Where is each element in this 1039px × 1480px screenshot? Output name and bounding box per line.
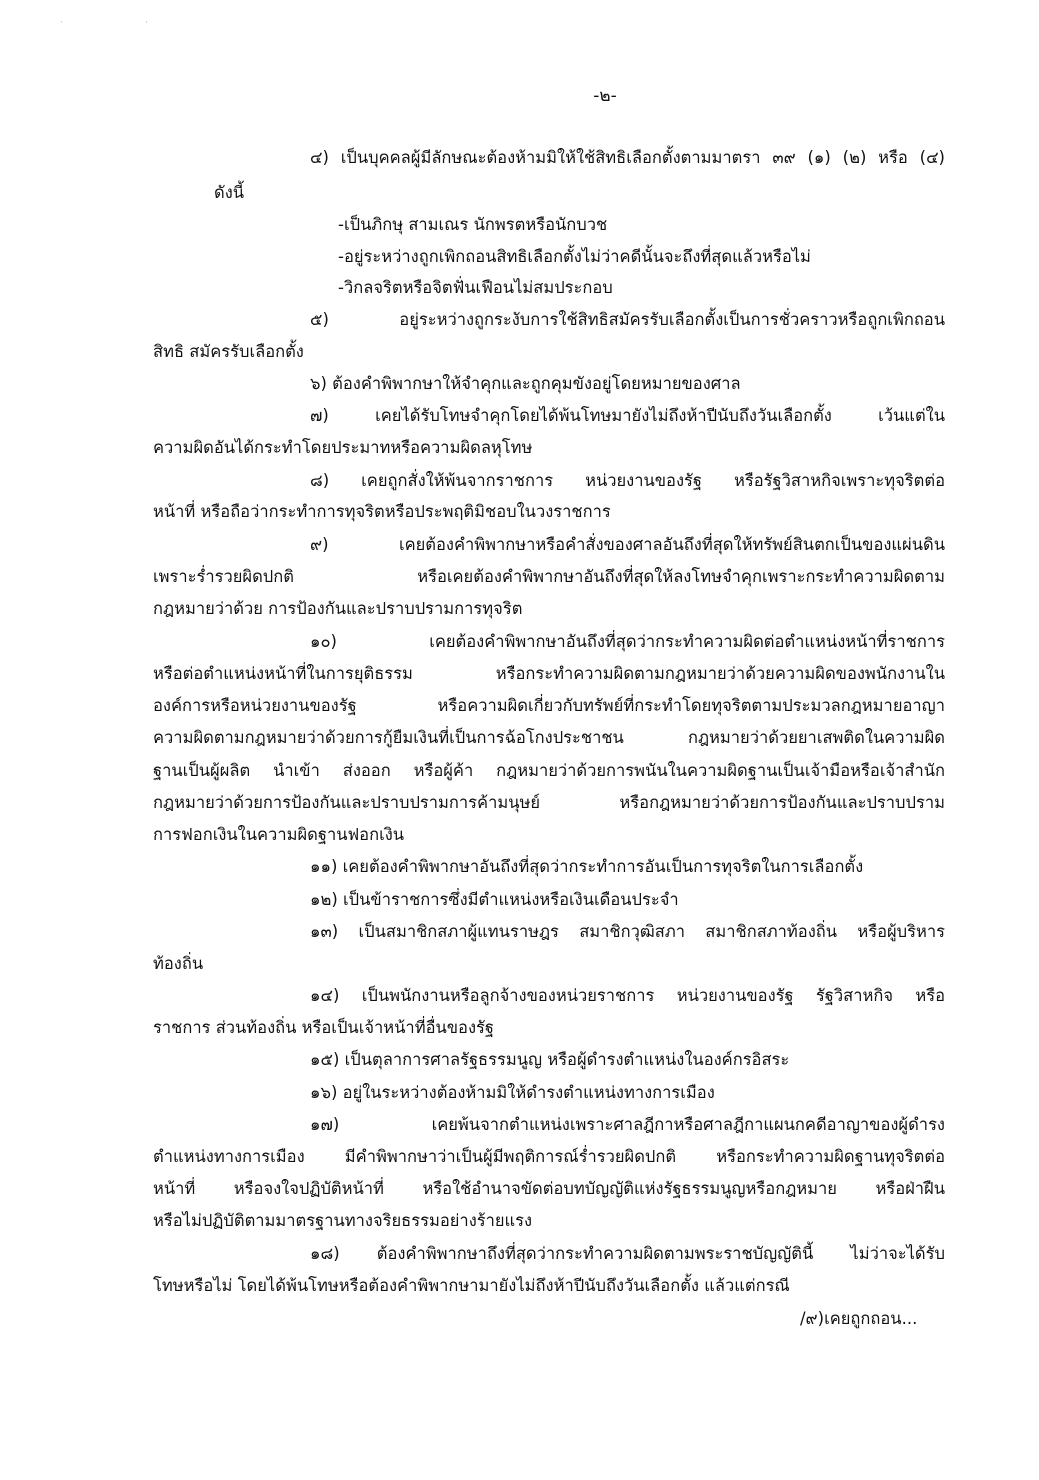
text-line: ๑๕) เป็นตุลาการศาลรัฐธรรมนูญ หรือผู้ดำรงตำแหน่งในองค์กรอิสระ	[310, 1050, 790, 1069]
text-line: องค์การหรือหน่วยงานของรัฐ หรือความผิดเกี่ยวกับทรัพย์ที่กระทำโดยทุจริตตามประมวลกฎหมายอาญา	[153, 696, 945, 715]
text-line: ๔) เป็นบุคคลผู้มีลักษณะต้องห้ามมิให้ใช้สิทธิเลือกตั้งตามมาตรา ๓๙ (๑) (๒) หรือ (๔)	[310, 148, 945, 167]
text-line: ดังนี้	[214, 183, 245, 202]
text-line: ๑๔) เป็นพนักงานหรือลูกจ้างของหน่วยราชการ หน่วยงานของรัฐ รัฐวิสาหกิจ หรือ	[310, 986, 945, 1005]
text-line: ๗) เคยได้รับโทษจำคุกโดยได้พ้นโทษมายังไม่ถึงห้าปีนับถึงวันเลือกตั้ง เว้นแต่ใน	[310, 406, 945, 425]
text-line: ความผิดอันได้กระทำโดยประมาทหรือความผิดลหุโทษ	[153, 438, 533, 457]
text-line: หน้าที่ หรือจงใจปฏิบัติหน้าที่ หรือใช้อำนาจขัดต่อบทบัญญัติแห่งรัฐธรรมนูญหรือกฎหมาย หรือฝ่าฝืน	[153, 1179, 945, 1198]
text-line: หรือต่อตำแหน่งหน้าที่ในการยุติธรรม หรือกระทำความผิดตามกฎหมายว่าด้วยความผิดของพนักงานใน	[153, 664, 945, 683]
continuation-text: /๙)เคยถูกถอน...	[800, 1309, 918, 1328]
text-line: ๕) อยู่ระหว่างถูกระงับการใช้สิทธิสมัครรับเลือกตั้งเป็นการชั่วคราวหรือถูกเพิกถอน	[310, 310, 945, 329]
text-line: ราชการ ส่วนท้องถิ่น หรือเป็นเจ้าหน้าที่อื่นของรัฐ	[153, 1018, 494, 1037]
text-line: ๑๐) เคยต้องคำพิพากษาอันถึงที่สุดว่ากระทำความผิดต่อตำแหน่งหน้าที่ราชการ	[310, 632, 945, 651]
text-line: กฎหมายว่าด้วย การป้องกันและปราบปรามการทุจริต	[153, 599, 523, 618]
text-line: ๑๘) ต้องคำพิพากษาถึงที่สุดว่ากระทำความผิดตามพระราชบัญญัตินี้ ไม่ว่าจะได้รับ	[310, 1244, 945, 1263]
text-line: เพราะร่ำรวยผิดปกติ หรือเคยต้องคำพิพากษาอันถึงที่สุดให้ลงโทษจำคุกเพราะกระทำความผิดตาม	[153, 567, 945, 586]
text-line: หน้าที่ หรือถือว่ากระทำการทุจริตหรือประพฤติมิชอบในวงราชการ	[153, 502, 611, 521]
text-line: ตำแหน่งทางการเมือง มีคำพิพากษาว่าเป็นผู้มีพฤติการณ์ร่ำรวยผิดปกติ หรือกระทำความผิดฐานทุจริตต่อ	[153, 1147, 945, 1166]
text-line: สิทธิ สมัครรับเลือกตั้ง	[153, 342, 304, 361]
text-line: ๑๒) เป็นข้าราชการซึ่งมีตำแหน่งหรือเงินเดือนประจำ	[310, 890, 679, 909]
text-line: ๑๖) อยู่ในระหว่างต้องห้ามมิให้ดำรงตำแหน่งทางการเมือง	[310, 1083, 715, 1102]
text-line: กฎหมายว่าด้วยการป้องกันและปราบปรามการค้ามนุษย์ หรือกฎหมายว่าด้วยการป้องกันและปราบปราม	[153, 793, 945, 812]
text-line: ๘) เคยถูกสั่งให้พ้นจากราชการ หน่วยงานของรัฐ หรือรัฐวิสาหกิจเพราะทุจริตต่อ	[310, 471, 945, 490]
text-line: ๙) เคยต้องคำพิพากษาหรือคำสั่งของศาลอันถึงที่สุดให้ทรัพย์สินตกเป็นของแผ่นดิน	[310, 535, 945, 554]
text-line: หรือไม่ปฏิบัติตามมาตรฐานทางจริยธรรมอย่างร้ายแรง	[153, 1211, 533, 1230]
text-line: ๖) ต้องคำพิพากษาให้จำคุกและถูกคุมขังอยู่โดยหมายของศาล	[310, 374, 741, 393]
text-line: ฐานเป็นผู้ผลิต นำเข้า ส่งออก หรือผู้ค้า กฎหมายว่าด้วยการพนันในความผิดฐานเป็นเจ้ามือหรือเจ้าสำนัก	[153, 761, 945, 780]
text-line: ความผิดตามกฎหมายว่าด้วยการกู้ยืมเงินที่เป็นการฉ้อโกงประชาชน กฎหมายว่าด้วยยาเสพติดในความผิด	[153, 728, 945, 747]
text-line: โทษหรือไม่ โดยได้พ้นโทษหรือต้องคำพิพากษามายังไม่ถึงห้าปีนับถึงวันเลือกตั้ง แล้วแต่กรณี	[153, 1276, 790, 1295]
text-line: ท้องถิ่น	[153, 954, 204, 973]
text-line: -อยู่ระหว่างถูกเพิกถอนสิทธิเลือกตั้งไม่ว่าคดีนั้นจะถึงที่สุดแล้วหรือไม่	[338, 247, 811, 266]
text-line: -เป็นภิกษุ สามเณร นักพรตหรือนักบวช	[338, 215, 608, 234]
text-line: ๑๗) เคยพ้นจากตำแหน่งเพราะศาลฎีกาหรือศาลฎีกาแผนกคดีอาญาของผู้ดำรง	[310, 1115, 945, 1134]
text-line: -วิกลจริตหรือจิตฟั่นเฟือนไม่สมประกอบ	[338, 278, 613, 297]
text-line: ๑๓) เป็นสมาชิกสภาผู้แทนราษฎร สมาชิกวุฒิสภา สมาชิกสภาท้องถิ่น หรือผู้บริหาร	[310, 922, 945, 941]
document-page: · · -๒- ๔) เป็นบุคคลผู้มีลักษณะต้องห้ามมิให้ใช้สิทธิเลือกตั้งตามมาตรา ๓๙ (๑) (๒) หรือ (๔) ดังนี้ -เป็นภิกษุ สามเณร นักพรตหรือนักบวช -อยู่ระหว่างถูกเพิกถอนสิทธิเลือกตั้งไม่ว่าคดีนั้นจะถึงที่สุดแล้วหรือไม่ -วิกลจริตหรือจิตฟั่นเฟือนไม่สมประกอบ ๕) อยู่ระหว่างถูกระงับการใช้สิทธิสมัครรับเลือกตั้งเป็นการชั่วคราวหรือถูกเพิกถอน สิทธิ สมัครรับเลือกตั้ง ๖) ต้องคำพิพากษาให้จำคุกและถูกคุมขังอยู่โดยหมายของศาล ๗) เคยได้รับโทษจำคุกโดยได้พ้นโทษมายังไม่ถึงห้าปีนับถึงวันเลือกตั้ง เว้นแต่ใน ความผิดอันได้กระทำโดยประมาทหรือความผิดลหุโทษ ๘) เคยถูกสั่งให้พ้นจากราชการ หน่วยงานของรัฐ หรือรัฐวิสาหกิจเพราะทุจริตต่อ หน้าที่ หรือถือว่ากระทำการทุจริตหรือประพฤติมิชอบในวงราชการ ๙) เคยต้องคำพิพากษาหรือคำสั่งของศาลอันถึงที่สุดให้ทรัพย์สินตกเป็นของแผ่นดิน เพราะร่ำรวยผิดปกติ หรือเคยต้องคำพิพากษาอันถึงที่สุดให้ลงโทษจำคุกเพราะกระทำความผิดตาม กฎหมายว่าด้วย การป้องกันและปราบปรามการทุจริต ๑๐) เคยต้องคำพิพากษาอันถึงที่สุดว่ากระทำความผิดต่อตำแหน่งหน้าที่ราชการ หรือต่อตำแหน่งหน้าที่ในการยุติธรรม หรือกระทำความผิดตามกฎหมายว่าด้วยความผิดของพนักงานใน องค์การหรือหน่วยงานของรัฐ หรือความผิดเกี่ยวกับทรัพย์ที่กระทำโดยทุจริตตามประมวลกฎหมายอาญา ความผิดตามกฎหมายว่าด้วยการกู้ยืมเงินที่เป็นการฉ้อโกงประชาชน กฎหมายว่าด้วยยาเสพติดในความผิด ฐานเป็นผู้ผลิต นำเข้า ส่งออก หรือผู้ค้า กฎหมายว่าด้วยการพนันในความผิดฐานเป็นเจ้ามือหรือเจ้าสำนัก กฎหมายว่าด้วยการป้องกันและปราบปรามการค้ามนุษย์ หรือกฎหมายว่าด้วยการป้องกันและปราบปราม การฟอกเงินในความผิดฐานฟอกเงิน ๑๑) เคยต้องคำพิพากษาอันถึงที่สุดว่ากระทำการอันเป็นการทุจริตในการเลือกตั้ง ๑๒) เป็นข้าราชการซึ่งมีตำแหน่งหรือเงินเดือนประจำ ๑๓) เป็นสมาชิกสภาผู้แทนราษฎร สมาชิกวุฒิสภา สมาชิกสภาท้องถิ่น หรือผู้บริหาร ท้องถิ่น ๑๔) เป็นพนักงานหรือลูกจ้างของหน่วยราชการ หน่วยงานของรัฐ รัฐวิสาหกิจ หรือ ราชการ ส่วนท้องถิ่น หรือเป็นเจ้าหน้าที่อื่นของรัฐ ๑๕) เป็นตุลาการศาลรัฐธรรมนูญ หรือผู้ดำรงตำแหน่งในองค์กรอิสระ ๑๖) อยู่ในระหว่างต้องห้ามมิให้ดำรงตำแหน่งทางการเมือง ๑๗) เคยพ้นจากตำแหน่งเพราะศาลฎีกาหรือศาลฎีกาแผนกคดีอาญาของผู้ดำรง ตำแหน่งทางการเมือง มีคำพิพากษาว่าเป็นผู้มีพฤติการณ์ร่ำรวยผิดปกติ หรือกระทำความผิดฐานทุจริตต่อ หน้าที่ หรือจงใจปฏิบัติหน้าที่ หรือใช้อำนาจขัดต่อบทบัญญัติแห่งรัฐธรรมนูญหรือกฎหมาย หรือฝ่าฝืน หรือไม่ปฏิบัติตามมาตรฐานทางจริยธรรมอย่างร้ายแรง ๑๘) ต้องคำพิพากษาถึงที่สุดว่ากระทำความผิดตามพระราชบัญญัตินี้ ไม่ว่าจะได้รับ โทษหรือไม่ โดยได้พ้นโทษหรือต้องคำพิพากษามายังไม่ถึงห้าปีนับถึงวันเลือกตั้ง แล้วแต่กรณี /๙)เคยถูกถอน...	[0, 0, 1039, 1480]
text-line: การฟอกเงินในความผิดฐานฟอกเงิน	[153, 825, 405, 844]
text-line: ๑๑) เคยต้องคำพิพากษาอันถึงที่สุดว่ากระทำการอันเป็นการทุจริตในการเลือกตั้ง	[310, 857, 864, 876]
page-number: -๒-	[593, 86, 617, 106]
